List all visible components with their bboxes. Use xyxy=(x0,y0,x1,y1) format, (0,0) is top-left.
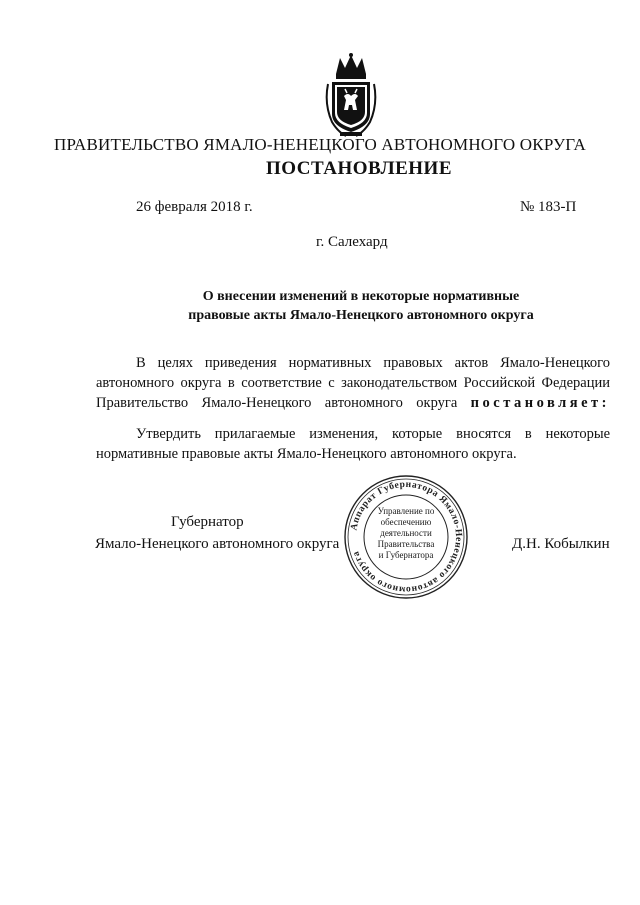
signatory-region: Ямало-Ненецкого автономного округа xyxy=(95,536,340,552)
paragraph-preamble xyxy=(96,353,610,413)
document-number: № 183-П xyxy=(520,199,577,215)
stamp-line-2: обеспечению xyxy=(380,517,432,527)
coat-of-arms-emblem xyxy=(322,52,380,138)
stamp-line-5: и Губернатора xyxy=(378,550,434,560)
heading-line-1: О внесении изменений в некоторые нормативные xyxy=(202,289,520,304)
signatory-name: Д.Н. Кобылкин xyxy=(512,536,610,552)
government-name: ПРАВИТЕЛЬСТВО ЯМАЛО-НЕНЕЦКОГО АВТОНОМНОГО ОКРУГА xyxy=(54,135,586,154)
resolution-line-1: Утвердить прилагаемые изменения, которые вносятся в некоторые xyxy=(136,426,610,442)
stamp-center-text xyxy=(363,506,449,561)
heading-line-2: правовые акты Ямало-Ненецкого автономного округа xyxy=(188,308,534,323)
stamp-line-1: Управление по xyxy=(377,506,435,516)
document-city: г. Салехард xyxy=(316,234,388,250)
resolves-word: постановляет: xyxy=(470,395,610,411)
document-type: ПОСТАНОВЛЕНИЕ xyxy=(265,158,453,179)
preamble-line-2: автономного округа в соответствие с законодательством Российской Федерации xyxy=(96,375,610,391)
document-heading xyxy=(120,287,602,325)
stamp-line-3: деятельности xyxy=(380,528,432,538)
stamp-line-4: Правительства xyxy=(377,539,435,549)
stamp-ring-text: Аппарат Губернатора Ямало-Ненецкого автономного округа xyxy=(349,479,464,595)
document-date: 26 февраля 2018 г. xyxy=(136,199,253,215)
preamble-line-3-text: Правительство Ямало-Ненецкого автономного округа xyxy=(96,395,458,411)
resolution-line-2: нормативные правовые акты Ямало-Ненецкого автономного округа. xyxy=(96,446,517,462)
preamble-line-3 xyxy=(96,393,610,413)
signatory-title: Губернатор xyxy=(171,514,244,530)
paragraph-resolution xyxy=(96,424,610,464)
preamble-line-1: В целях приведения нормативных правовых актов Ямало-Ненецкого xyxy=(136,355,610,371)
